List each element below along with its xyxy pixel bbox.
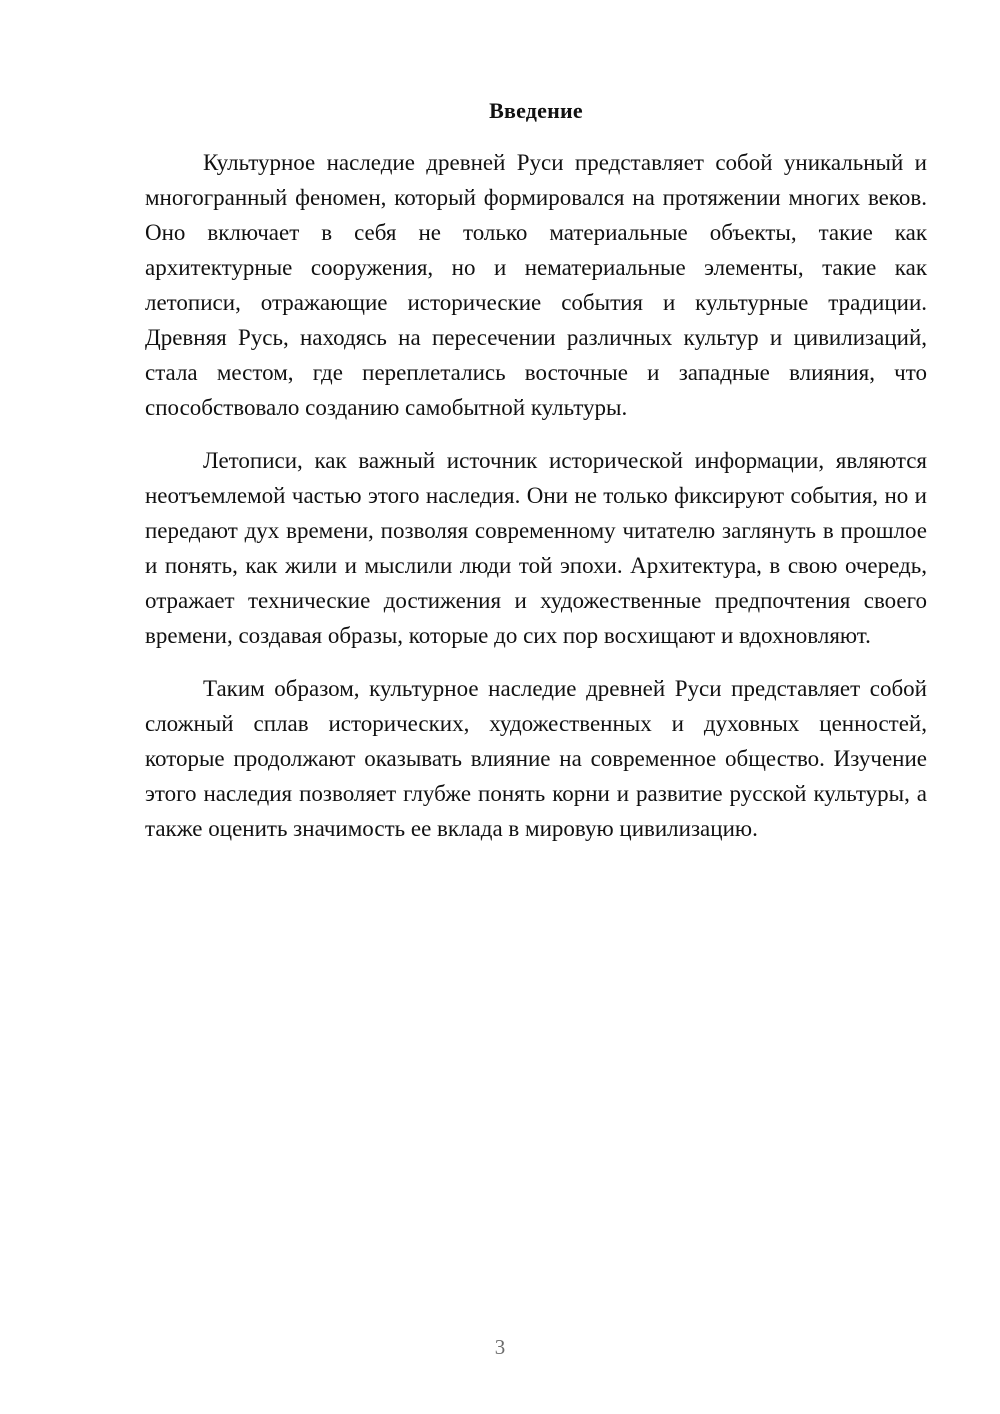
page-title: Введение xyxy=(489,98,583,123)
page-number: 3 xyxy=(494,1335,506,1359)
paragraph-introduction: Культурное наследие древней Руси представляет собой уникальный и многогранный феномен, который формировался на протяжении многих веков. Оно включает в себя не только материальные объекты, такие как архитектурные сооружения, но и нематериальные элементы, такие как летописи, отражающие исторические события и культурные традиции. Древняя Русь, находясь на пересечении различных культур и цивилизаций, стала местом, где переплетались восточные и западные влияния, что способствовало созданию самобытной культуры. xyxy=(145,150,927,420)
page-content xyxy=(145,96,927,864)
paragraph-chronicles: Летописи, как важный источник исторической информации, являются неотъемлемой частью этого наследия. Они не только фиксируют события, но и передают дух времени, позволяя современному читателю заглянуть в прошлое и понять, как жили и мыслили люди той эпохи. Архитектура, в свою очередь, отражает технические достижения и художественные предпочтения своего времени, создавая образы, которые до сих пор восхищают и вдохновляют. xyxy=(145,448,927,648)
paragraph-conclusion: Таким образом, культурное наследие древней Руси представляет собой сложный сплав исторических, художественных и духовных ценностей, которые продолжают оказывать влияние на современное общество. Изучение этого наследия позволяет глубже понять корни и развитие русской культуры, а также оценить значимость ее вклада в мировую цивилизацию. xyxy=(145,676,927,841)
